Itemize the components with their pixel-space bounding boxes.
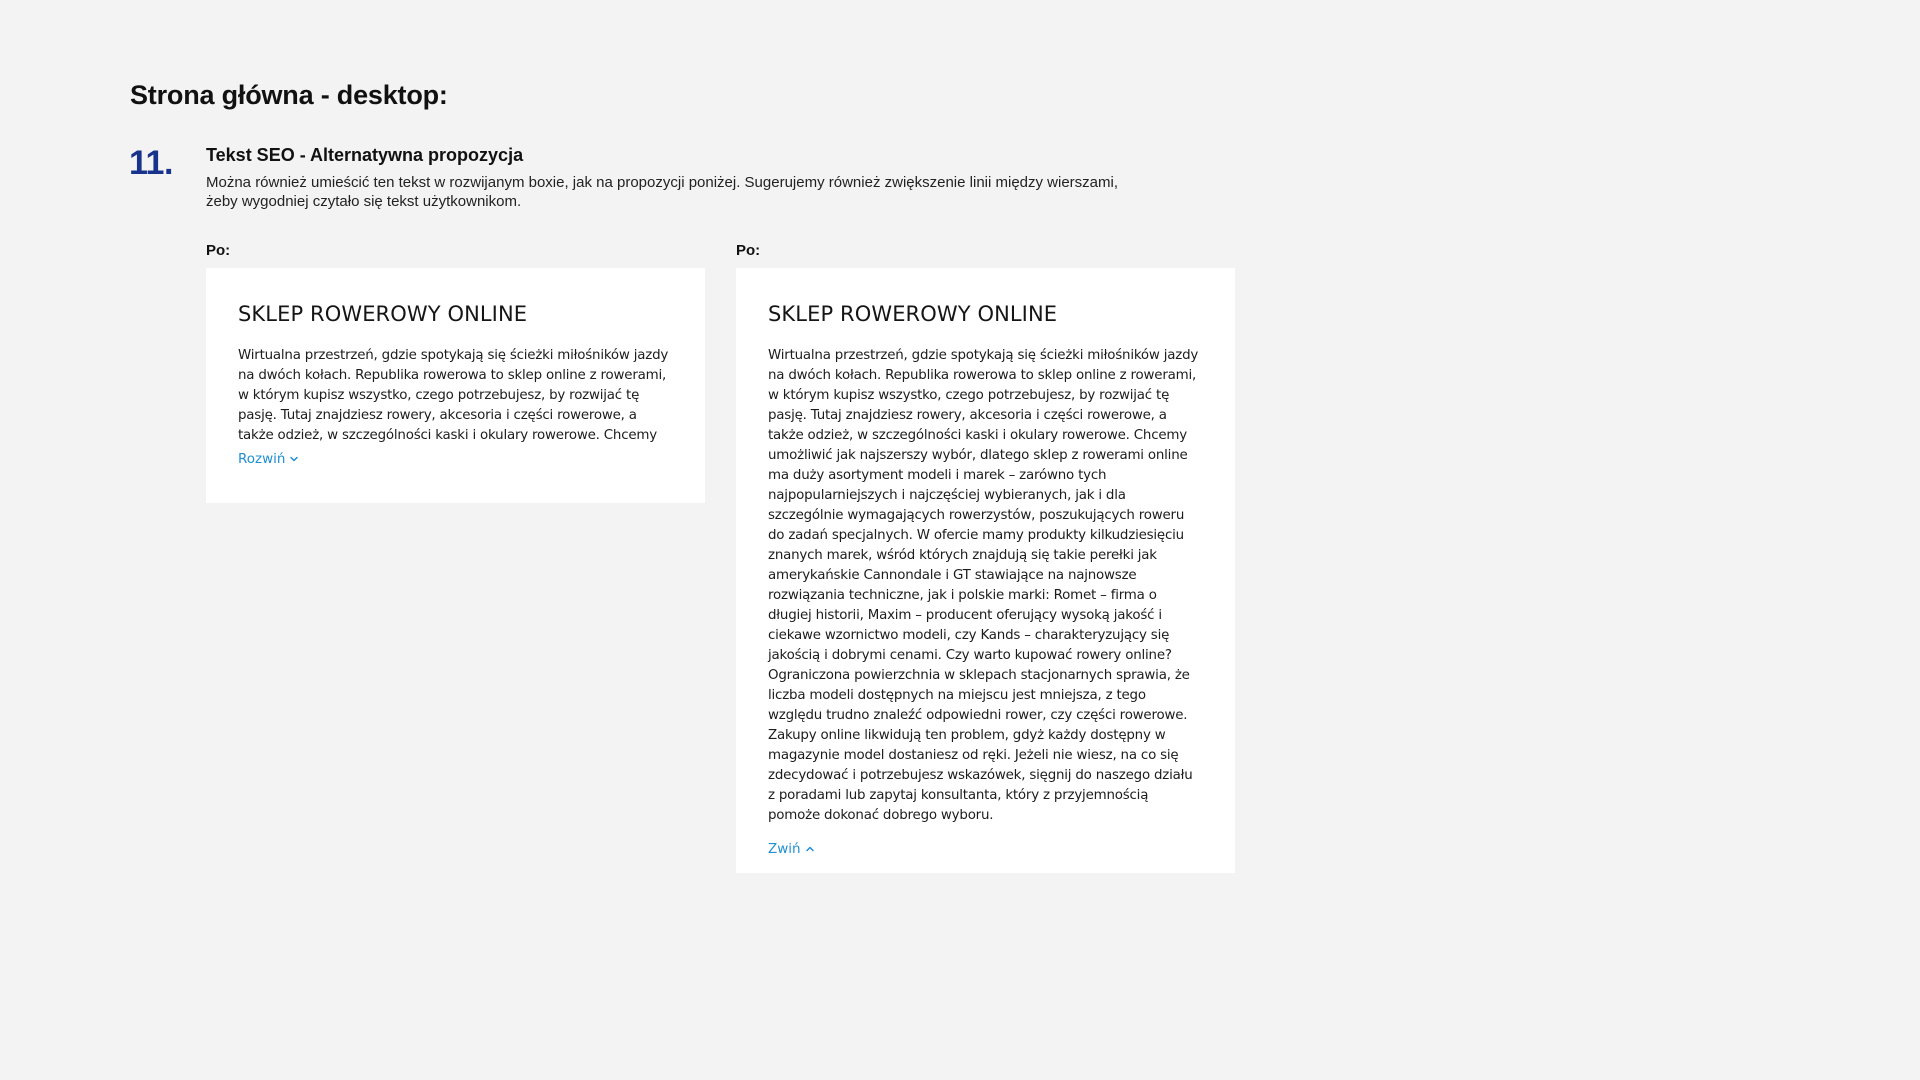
section-description: Można również umieścić ten tekst w rozwijanym boxie, jak na propozycji poniżej. Sugerujemy również zwiększenie linii między wierszami, żeby wygodniej czytało się tekst użytkownikom. xyxy=(206,174,1119,210)
left-panel-label: Po: xyxy=(206,242,231,259)
chevron-down-icon xyxy=(289,454,299,464)
chevron-up-icon xyxy=(805,844,815,854)
collapsed-seo-box xyxy=(206,268,705,503)
right-panel-label: Po: xyxy=(736,242,761,259)
seo-box-heading: SKLEP ROWEROWY ONLINE xyxy=(238,302,528,326)
seo-box-heading: SKLEP ROWEROWY ONLINE xyxy=(768,302,1058,326)
section-title: Tekst SEO - Alternatywna propozycja xyxy=(206,145,524,165)
seo-box-text-collapsed: Wirtualna przestrzeń, gdzie spotykają się ścieżki miłośników jazdy na dwóch kołach. Republika rowerowa to sklep online z rowerami, w którym kupisz wszystko, czego potrzebujesz, by rozwijać tę pasję. Tutaj znajdziesz rowery, akcesoria i części rowerowe, a także odzież, w szczególności kaski i okulary rowerowe. Chcemy xyxy=(238,348,669,443)
seo-box-text-expanded: Wirtualna przestrzeń, gdzie spotykają się ścieżki miłośników jazdy na dwóch kołach. Republika rowerowa to sklep online z rowerami, w którym kupisz wszystko, czego potrzebujesz, by rozwijać tę pasję. Tutaj znajdziesz rowery, akcesoria i części rowerowe, a także odzież, w szczególności kaski i okulary rowerowe. Chcemy umożliwić jak najszerszy wybór, dlatego sklep z rowerami online ma duży asortyment modeli i marek – zarówno tych najpopularniejszych i najczęściej wybieranych, jak i dla szczególnie wymagających rowerzystów, poszukujących roweru do zadań specjalnych. W ofercie mamy produkty kilkudziesięciu znanych marek, wśród których znajdują się takie perełki jak amerykańskie Cannondale i GT stawiające na najnowsze rozwiązania techniczne, jak i polskie marki: Romet – firma o długiej historii, Maxim – producent oferujący wysoką jakość i ciekawe wzornictwo modeli, czy Kands – charakteryzujący się jakością i dobrymi cenami. Czy warto kupować rowery online? Ograniczona powierzchnia w sklepach stacjonarnych sprawia, że liczba modeli dostępnych na miejscu jest mniejsza, z tego względu trudno znaleźć odpowiedni rower, czy części rowerowe. Zakupy online likwidują ten problem, gdyż każdy dostępny w magazynie model dostaniesz od ręki. Jeżeli nie wiesz, na co się zdecydować i potrzebujesz wskazówek, sięgnij do naszego działu z poradami lub zapytaj konsultanta, który z przyjemnością pomoże dokonać dobrego wyboru. xyxy=(768,348,1199,823)
expanded-seo-box xyxy=(736,268,1235,873)
expand-link[interactable] xyxy=(238,451,299,467)
section-number: 11. xyxy=(129,144,173,182)
expand-link-label: Rozwiń xyxy=(238,451,286,467)
collapse-link-label: Zwiń xyxy=(768,841,801,857)
page-title: Strona główna - desktop: xyxy=(130,80,448,110)
collapse-link[interactable] xyxy=(768,841,815,857)
